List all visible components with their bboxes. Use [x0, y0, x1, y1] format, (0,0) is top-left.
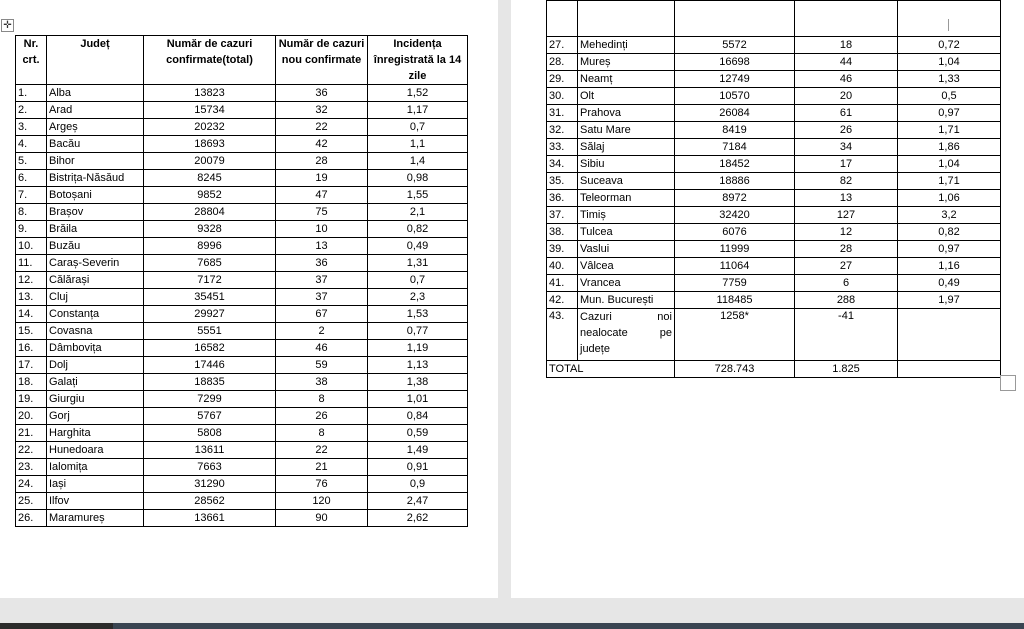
cell-incidenta: 0,97 — [898, 241, 1001, 258]
cell-incidenta: 1,31 — [368, 255, 468, 272]
cell-judet: Brăila — [47, 221, 144, 238]
cell-nr: 7. — [16, 187, 47, 204]
cell-total: 28562 — [144, 493, 276, 510]
cell-judet: Covasna — [47, 323, 144, 340]
table-row — [16, 221, 468, 238]
table-row — [16, 289, 468, 306]
cell-incidenta: 1,38 — [368, 374, 468, 391]
cell-noi: 2 — [276, 323, 368, 340]
cell-noi: 10 — [276, 221, 368, 238]
cell-judet: Galați — [47, 374, 144, 391]
cell-total: 7299 — [144, 391, 276, 408]
cell-judet: Constanța — [47, 306, 144, 323]
table-row — [16, 459, 468, 476]
cell-nr: 33. — [547, 139, 578, 156]
table-row — [547, 275, 1001, 292]
cell-incidenta: 1,55 — [368, 187, 468, 204]
cell-judet: Sălaj — [578, 139, 675, 156]
cell-nr: 37. — [547, 207, 578, 224]
cell-judet: Vâlcea — [578, 258, 675, 275]
cell-noi: 75 — [276, 204, 368, 221]
table-row — [16, 425, 468, 442]
table-row — [16, 442, 468, 459]
cell-nr: 5. — [16, 153, 47, 170]
cell-nr: 18. — [16, 374, 47, 391]
cell-total: 7172 — [144, 272, 276, 289]
cell-noi: 37 — [276, 289, 368, 306]
cell-total: 5808 — [144, 425, 276, 442]
cell-noi: 26 — [795, 122, 898, 139]
table-row — [547, 139, 1001, 156]
cell-total: 13661 — [144, 510, 276, 527]
cell-total: 11064 — [675, 258, 795, 275]
cell-total: 10570 — [675, 88, 795, 105]
cell-nr: 9. — [16, 221, 47, 238]
cell-judet: Bistrița-Năsăud — [47, 170, 144, 187]
cell-incidenta: 2,1 — [368, 204, 468, 221]
cell-total: 29927 — [144, 306, 276, 323]
table-row — [16, 476, 468, 493]
cell-judet: Caraș-Severin — [47, 255, 144, 272]
cell-incidenta: 1,71 — [898, 173, 1001, 190]
cell-nr: 16. — [16, 340, 47, 357]
cell-noi: -41 — [795, 309, 898, 361]
cell-judet: Călărași — [47, 272, 144, 289]
cell-total: 8972 — [675, 190, 795, 207]
cell-judet: Mehedinți — [578, 37, 675, 54]
table-move-handle-icon[interactable]: ✛ — [1, 19, 14, 32]
cell-nr: 19. — [16, 391, 47, 408]
cell-noi: 44 — [795, 54, 898, 71]
cell-total: 7663 — [144, 459, 276, 476]
cell-judet: Maramureș — [47, 510, 144, 527]
cell-incidenta — [898, 309, 1001, 361]
cell-incidenta: 2,47 — [368, 493, 468, 510]
cell-total: 18886 — [675, 173, 795, 190]
cell-nr: 29. — [547, 71, 578, 88]
table-row — [547, 105, 1001, 122]
cell-judet: Mureș — [578, 54, 675, 71]
cell-nr: 4. — [16, 136, 47, 153]
cell-incidenta: 0,9 — [368, 476, 468, 493]
cell-judet: Dolj — [47, 357, 144, 374]
cell-judet: Timiș — [578, 207, 675, 224]
cell-noi: 17 — [795, 156, 898, 173]
cell-judet: Iași — [47, 476, 144, 493]
cell-nr: 34. — [547, 156, 578, 173]
table-row — [16, 306, 468, 323]
cell-noi: 76 — [276, 476, 368, 493]
cell-incidenta: 1,13 — [368, 357, 468, 374]
table-row-total — [547, 361, 1001, 378]
cell-judet: Vrancea — [578, 275, 675, 292]
unallocated-label: Cazuri noi nealocate pe județe — [580, 311, 672, 355]
cell-nr: 42. — [547, 292, 578, 309]
cell-noi: 61 — [795, 105, 898, 122]
cell-nr: 1. — [16, 85, 47, 102]
cell-judet: Mun. București — [578, 292, 675, 309]
cell-noi: 6 — [795, 275, 898, 292]
cell-noi: 38 — [276, 374, 368, 391]
cell-judet: Botoșani — [47, 187, 144, 204]
header-row — [16, 36, 468, 85]
table-row — [547, 156, 1001, 173]
cell-total: 20079 — [144, 153, 276, 170]
cell-noi: 34 — [795, 139, 898, 156]
cell-nr: 17. — [16, 357, 47, 374]
covid-table-right — [546, 0, 1001, 378]
cell-nr: 22. — [16, 442, 47, 459]
cell-incidenta: 1,4 — [368, 153, 468, 170]
cell-nr: 39. — [547, 241, 578, 258]
table-row — [547, 241, 1001, 258]
cell-judet: Giurgiu — [47, 391, 144, 408]
cell-noi: 19 — [276, 170, 368, 187]
cell-noi: 13 — [795, 190, 898, 207]
cell-nr: 12. — [16, 272, 47, 289]
cell-incidenta: 0,77 — [368, 323, 468, 340]
cell-judet: Teleorman — [578, 190, 675, 207]
header-judet: Județ — [47, 36, 144, 85]
cell-nr: 2. — [16, 102, 47, 119]
cell-nr: 25. — [16, 493, 47, 510]
cell-noi: 18 — [795, 37, 898, 54]
cell-judet: Alba — [47, 85, 144, 102]
header-total: Număr de cazuri confirmate(total) — [144, 36, 276, 85]
cell-total: 17446 — [144, 357, 276, 374]
cell-total: 15734 — [144, 102, 276, 119]
cell-judet: Arad — [47, 102, 144, 119]
table-row-unallocated — [547, 309, 1001, 361]
cell-noi: 36 — [276, 255, 368, 272]
cell-total: 8245 — [144, 170, 276, 187]
cell-noi: 8 — [276, 425, 368, 442]
cell-nr: 24. — [16, 476, 47, 493]
cell-incidenta: 0,5 — [898, 88, 1001, 105]
cell-noi: 22 — [276, 119, 368, 136]
cell-incidenta: 0,72 — [898, 37, 1001, 54]
cell-nr: 6. — [16, 170, 47, 187]
table-row — [16, 85, 468, 102]
cell-incidenta: 0,98 — [368, 170, 468, 187]
cell-total: 7685 — [144, 255, 276, 272]
table-row — [547, 292, 1001, 309]
header-noi: Număr de cazuri nou confirmate — [276, 36, 368, 85]
cell-nr: 15. — [16, 323, 47, 340]
table-row — [16, 204, 468, 221]
cell-incidenta: 0,49 — [368, 238, 468, 255]
cell-nr: 11. — [16, 255, 47, 272]
document-background — [0, 598, 1024, 623]
cell-total: 13823 — [144, 85, 276, 102]
cell-incidenta: 0,97 — [898, 105, 1001, 122]
cell-judet: Ilfov — [47, 493, 144, 510]
cell-incidenta: 0,7 — [368, 119, 468, 136]
table-row — [547, 122, 1001, 139]
cell-nr: 21. — [16, 425, 47, 442]
table-row — [16, 136, 468, 153]
cell-incidenta: 0,7 — [368, 272, 468, 289]
cell-judet: Gorj — [47, 408, 144, 425]
cell-total: 18452 — [675, 156, 795, 173]
cell-incidenta: 1,49 — [368, 442, 468, 459]
cell-total: 5767 — [144, 408, 276, 425]
cell-noi: 26 — [276, 408, 368, 425]
table-row — [16, 493, 468, 510]
cell-noi: 8 — [276, 391, 368, 408]
cell-nr: 8. — [16, 204, 47, 221]
cell-total: 12749 — [675, 71, 795, 88]
cell-noi: 13 — [276, 238, 368, 255]
cell-incidenta: 0,91 — [368, 459, 468, 476]
table-row — [16, 119, 468, 136]
cell-total: 5572 — [675, 37, 795, 54]
cell-total-label: TOTAL — [547, 361, 675, 378]
table-row — [16, 187, 468, 204]
cell-nr: 28. — [547, 54, 578, 71]
cell-noi: 36 — [276, 85, 368, 102]
cell-noi: 37 — [276, 272, 368, 289]
cell-noi: 59 — [276, 357, 368, 374]
cell-total: 5551 — [144, 323, 276, 340]
cell-noi: 28 — [276, 153, 368, 170]
table-row — [16, 255, 468, 272]
cell-total: 118485 — [675, 292, 795, 309]
cell-judet: Buzău — [47, 238, 144, 255]
cell-nr: 26. — [16, 510, 47, 527]
table-row — [16, 374, 468, 391]
cell-incidenta: 1,19 — [368, 340, 468, 357]
table-row — [547, 54, 1001, 71]
table-row — [16, 170, 468, 187]
cell-incidenta: 1,97 — [898, 292, 1001, 309]
cell-total: 13611 — [144, 442, 276, 459]
cell-incidenta: 1,16 — [898, 258, 1001, 275]
cell-total: 26084 — [675, 105, 795, 122]
cell-noi: 28 — [795, 241, 898, 258]
cell-nr: 40. — [547, 258, 578, 275]
cell-nr: 41. — [547, 275, 578, 292]
table-row — [547, 37, 1001, 54]
cell-nr: 31. — [547, 105, 578, 122]
header-incidenta: Incidența înregistrată la 14 zile — [368, 36, 468, 85]
cell-incidenta: 1,06 — [898, 190, 1001, 207]
table-row — [16, 408, 468, 425]
cell-incidenta: 1,33 — [898, 71, 1001, 88]
table-row — [547, 224, 1001, 241]
cell-total: 18693 — [144, 136, 276, 153]
cell-incidenta: 1,52 — [368, 85, 468, 102]
table-row — [547, 173, 1001, 190]
cell-judet: Prahova — [578, 105, 675, 122]
cell-nr: 23. — [16, 459, 47, 476]
cell-noi: 21 — [276, 459, 368, 476]
cell-total: 8419 — [675, 122, 795, 139]
cell-total-sum: 728.743 — [675, 361, 795, 378]
cell-incidenta: 1,71 — [898, 122, 1001, 139]
table-row — [16, 357, 468, 374]
cell-total: 7184 — [675, 139, 795, 156]
table-row — [16, 323, 468, 340]
cell-noi: 67 — [276, 306, 368, 323]
cell-incidenta: 1,04 — [898, 54, 1001, 71]
cell-noi: 42 — [276, 136, 368, 153]
cell-nr: 10. — [16, 238, 47, 255]
cell-noi: 46 — [276, 340, 368, 357]
cell-judet: Vaslui — [578, 241, 675, 258]
cell-incidenta: 0,82 — [368, 221, 468, 238]
cell-total: 9328 — [144, 221, 276, 238]
table-row — [547, 190, 1001, 207]
cell-incidenta: 1,86 — [898, 139, 1001, 156]
cell-noi: 120 — [276, 493, 368, 510]
cell-nr: 3. — [16, 119, 47, 136]
cell-judet: Bacău — [47, 136, 144, 153]
cell-nr: 38. — [547, 224, 578, 241]
table-row — [16, 102, 468, 119]
header-nr: Nr. crt. — [16, 36, 47, 85]
cell-judet: Cluj — [47, 289, 144, 306]
cell-judet: Dâmbovița — [47, 340, 144, 357]
cell-incidenta: 0,84 — [368, 408, 468, 425]
cell-total: 9852 — [144, 187, 276, 204]
table-row — [16, 391, 468, 408]
cell-judet: Olt — [578, 88, 675, 105]
table-row — [547, 207, 1001, 224]
cell-incidenta: 1,53 — [368, 306, 468, 323]
cell-noi: 20 — [795, 88, 898, 105]
cell-judet: Suceava — [578, 173, 675, 190]
cell-total: 7759 — [675, 275, 795, 292]
cell-judet: Ialomița — [47, 459, 144, 476]
cell-total: 31290 — [144, 476, 276, 493]
cell-nr: 14. — [16, 306, 47, 323]
cell-total: 32420 — [675, 207, 795, 224]
cell-nr: 35. — [547, 173, 578, 190]
cell-total: 8996 — [144, 238, 276, 255]
cell-incidenta: 1,01 — [368, 391, 468, 408]
cell-noi: 47 — [276, 187, 368, 204]
cell-nr: 20. — [16, 408, 47, 425]
cell-judet: Satu Mare — [578, 122, 675, 139]
table-row — [16, 272, 468, 289]
cell-judet: Neamț — [578, 71, 675, 88]
cell-incidenta: 2,62 — [368, 510, 468, 527]
cell-total: 16582 — [144, 340, 276, 357]
cell-total: 20232 — [144, 119, 276, 136]
cell-noi: 127 — [795, 207, 898, 224]
cell-noi: 22 — [276, 442, 368, 459]
cell-noi: 288 — [795, 292, 898, 309]
cell-incidenta: 1,1 — [368, 136, 468, 153]
taskbar — [0, 623, 1024, 629]
cell-total: 16698 — [675, 54, 795, 71]
cell-judet: Brașov — [47, 204, 144, 221]
table-resize-handle[interactable] — [1000, 375, 1016, 391]
cell-noi: 27 — [795, 258, 898, 275]
cell-nr: 36. — [547, 190, 578, 207]
cell-noi: 46 — [795, 71, 898, 88]
cell-judet: Bihor — [47, 153, 144, 170]
cell-nr: 27. — [547, 37, 578, 54]
cell-total-noi: 1.825 — [795, 361, 898, 378]
cell-judet — [578, 309, 675, 361]
cell-incidenta: 1,04 — [898, 156, 1001, 173]
cell-incidenta: 3,2 — [898, 207, 1001, 224]
cell-total: 18835 — [144, 374, 276, 391]
cell-total: 1258* — [675, 309, 795, 361]
cell-noi: 12 — [795, 224, 898, 241]
cell-judet: Argeș — [47, 119, 144, 136]
cell-judet: Hunedoara — [47, 442, 144, 459]
cell-total: 6076 — [675, 224, 795, 241]
cell-judet: Harghita — [47, 425, 144, 442]
cell-incidenta: 1,17 — [368, 102, 468, 119]
cell-nr: 32. — [547, 122, 578, 139]
table-row — [547, 71, 1001, 88]
table-row — [547, 258, 1001, 275]
cell-nr: 30. — [547, 88, 578, 105]
cell-total-incidenta — [898, 361, 1001, 378]
cell-nr: 43. — [547, 309, 578, 361]
cell-incidenta: 0,59 — [368, 425, 468, 442]
cell-judet: Sibiu — [578, 156, 675, 173]
table-row — [16, 153, 468, 170]
cell-total: 11999 — [675, 241, 795, 258]
cell-judet: Tulcea — [578, 224, 675, 241]
table-row — [16, 510, 468, 527]
cell-incidenta: 0,49 — [898, 275, 1001, 292]
cell-incidenta: 2,3 — [368, 289, 468, 306]
cell-total: 35451 — [144, 289, 276, 306]
table-row — [16, 238, 468, 255]
table-row-continuation — [547, 1, 1001, 37]
cell-nr: 13. — [16, 289, 47, 306]
table-row — [16, 340, 468, 357]
cell-incidenta: 0,82 — [898, 224, 1001, 241]
covid-table-left — [15, 35, 468, 527]
cell-noi: 90 — [276, 510, 368, 527]
table-row — [547, 88, 1001, 105]
cell-total: 28804 — [144, 204, 276, 221]
cell-noi: 32 — [276, 102, 368, 119]
cell-noi: 82 — [795, 173, 898, 190]
